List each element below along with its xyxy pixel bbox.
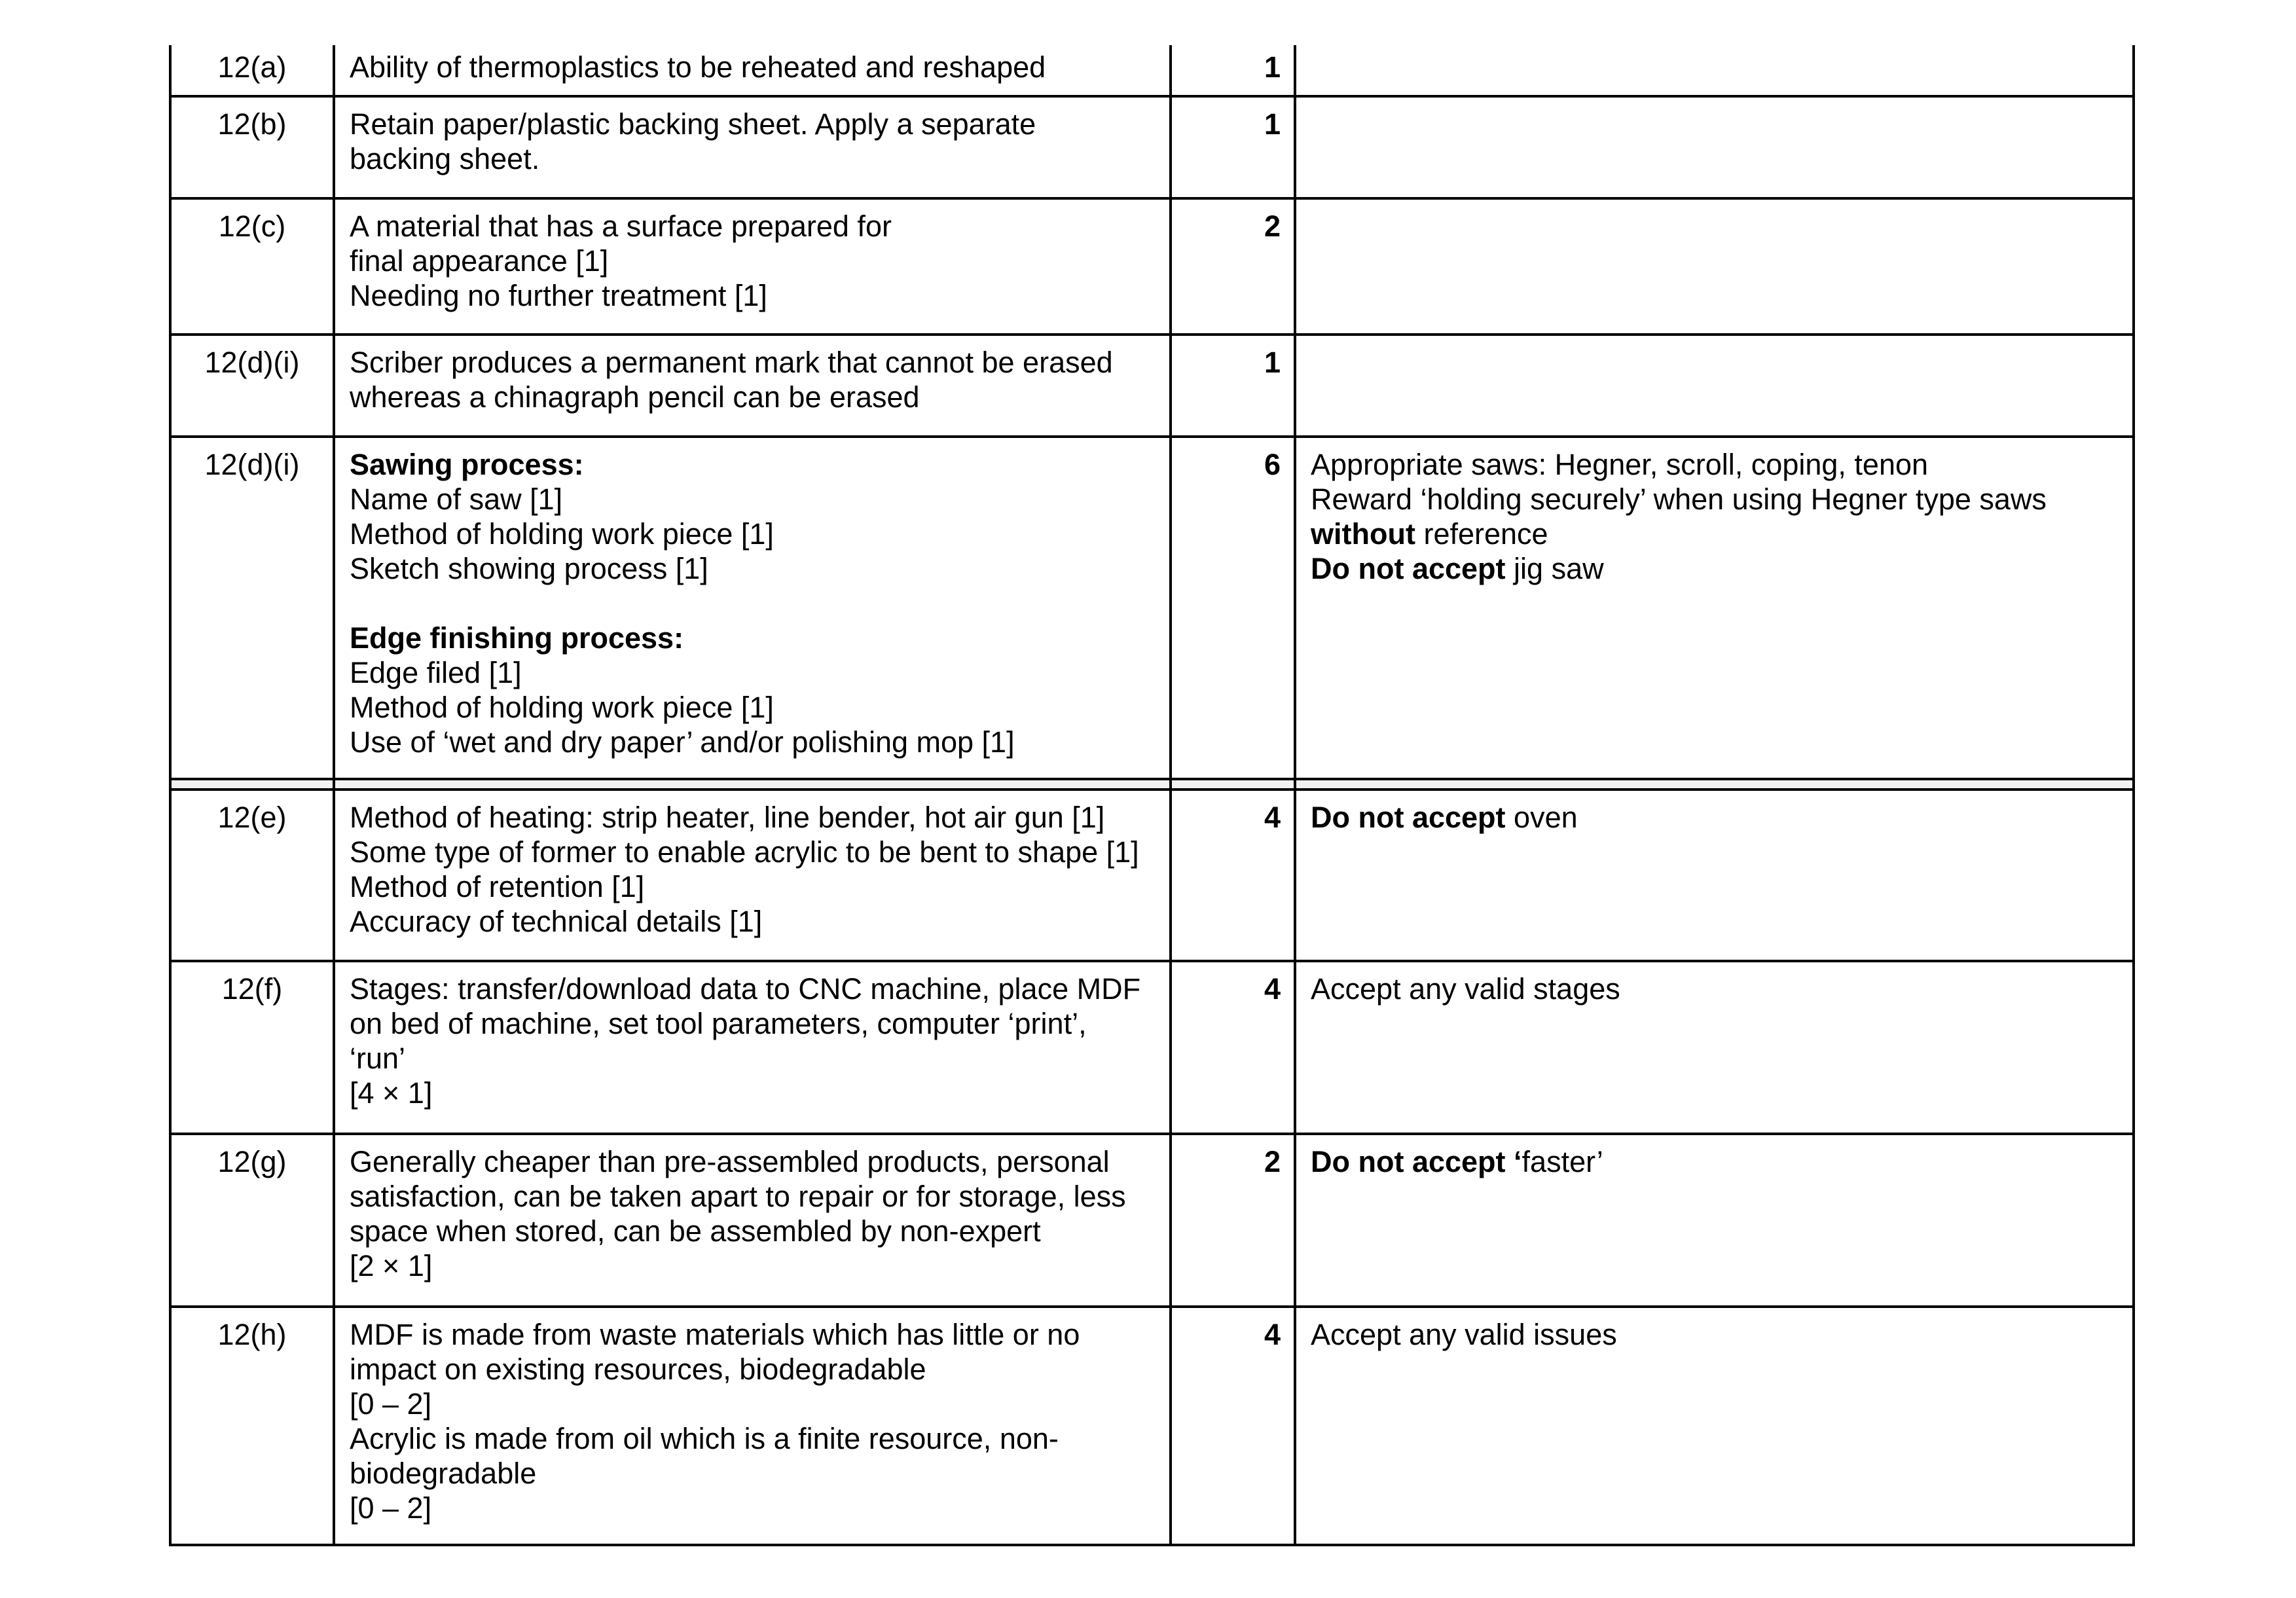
guidance-line: Reward ‘holding securely’ when using Hegner type saws [1311,482,2047,516]
guidance-cell [1295,790,2134,961]
guidance-text: oven [1505,801,1578,834]
guidance-line [1311,551,2119,586]
answer-cell [334,1134,1171,1307]
guidance-line: Appropriate saws: Hegner, scroll, coping, tenon [1311,448,1929,481]
answer-line: Needing no further treatment [1] [350,279,767,312]
marks-cell: 1 [1171,96,1295,198]
answer-line: Retain paper/plastic backing sheet. Apply a separate [350,107,1036,141]
spacer-cell [1171,779,1295,790]
answer-line: ‘run’ [350,1042,406,1075]
guidance-text: jig saw [1505,552,1604,585]
answer-line: Ability of thermoplastics to be reheated and reshaped [350,50,1046,84]
question-number: 12(d)(i) [170,335,334,437]
question-number: 12(d)(i) [170,437,334,779]
marks-cell: 4 [1171,961,1295,1134]
marks-cell: 4 [1171,1307,1295,1545]
guidance-cell [1295,335,2134,437]
answer-cell [334,335,1171,437]
answer-heading: Edge finishing process: [350,621,684,655]
answer-line: [2 × 1] [350,1249,433,1282]
spacer-cell [170,779,334,790]
answer-line: Some type of former to enable acrylic to be bent to shape [1] [350,835,1139,869]
answer-cell [334,96,1171,198]
guidance-emphasis: Do not accept ‘ [1311,1145,1522,1178]
answer-line: Method of retention [1] [350,870,645,903]
answer-line: biodegradable [350,1457,537,1490]
answer-line: space when stored, can be assembled by non-expert [350,1214,1041,1248]
guidance-emphasis: without [1311,517,1415,551]
spacer-cell [1295,779,2134,790]
marks-cell: 4 [1171,790,1295,961]
answer-heading: Sawing process: [350,448,584,481]
answer-cell [334,1307,1171,1545]
answer-line: final appearance [1] [350,244,609,278]
answer-cell [334,790,1171,961]
marks-cell: 1 [1171,335,1295,437]
answer-line: Accuracy of technical details [1] [350,905,763,938]
answer-line: Edge filed [1] [350,656,522,689]
answer-cell [334,437,1171,779]
answer-line: Sketch showing process [1] [350,552,708,585]
guidance-cell [1295,961,2134,1134]
question-number: 12(f) [170,961,334,1134]
question-number: 12(a) [170,45,334,96]
guidance-emphasis: Do not accept [1311,552,1506,585]
mark-scheme-table [169,45,2135,1546]
table-row [170,45,2134,96]
table-row [170,437,2134,779]
answer-line: Scriber produces a permanent mark that cannot be erased [350,346,1113,379]
guidance-cell [1295,437,2134,779]
marks-cell: 2 [1171,1134,1295,1307]
answer-line: Use of ‘wet and dry paper’ and/or polishing mop [1] [350,725,1015,759]
table-row [170,1134,2134,1307]
guidance-emphasis: Do not accept [1311,801,1506,834]
marks-cell: 1 [1171,45,1295,96]
table-row [170,961,2134,1134]
answer-cell [334,198,1171,335]
marks-cell: 2 [1171,198,1295,335]
answer-line: Name of saw [1] [350,482,563,516]
guidance-cell [1295,198,2134,335]
table-row [170,198,2134,335]
guidance-text: faster’ [1522,1145,1603,1178]
answer-line: on bed of machine, set tool parameters, computer ‘print’, [350,1007,1087,1040]
question-number: 12(b) [170,96,334,198]
table-row [170,1307,2134,1545]
guidance-cell [1295,96,2134,198]
marks-cell: 6 [1171,437,1295,779]
guidance-line: Accept any valid stages [1311,972,1620,1006]
table-row [170,335,2134,437]
blank-line [350,586,1156,621]
answer-cell [334,45,1171,96]
guidance-cell [1295,1134,2134,1307]
answer-line: whereas a chinagraph pencil can be erased [350,380,920,414]
table-spacer-row [170,779,2134,790]
guidance-cell [1295,1307,2134,1545]
question-number: 12(h) [170,1307,334,1545]
guidance-cell [1295,45,2134,96]
answer-line: impact on existing resources, biodegradable [350,1353,926,1386]
table-row [170,96,2134,198]
answer-cell [334,961,1171,1134]
answer-line: MDF is made from waste materials which has little or no [350,1318,1080,1351]
guidance-line [1311,800,2119,835]
answer-line: backing sheet. [350,142,540,175]
spacer-cell [334,779,1171,790]
guidance-line: Accept any valid issues [1311,1318,1617,1351]
answer-line: A material that has a surface prepared for [350,209,892,243]
answer-line: Stages: transfer/download data to CNC machine, place MDF [350,972,1141,1006]
question-number: 12(c) [170,198,334,335]
guidance-line [1311,1144,2119,1179]
table-row [170,790,2134,961]
question-number: 12(e) [170,790,334,961]
question-number: 12(g) [170,1134,334,1307]
answer-line: satisfaction, can be taken apart to repair or for storage, less [350,1180,1126,1213]
answer-line: [0 – 2] [350,1387,432,1421]
answer-line: Generally cheaper than pre-assembled products, personal [350,1145,1110,1178]
answer-line: Acrylic is made from oil which is a finite resource, non- [350,1422,1059,1455]
guidance-text: reference [1415,517,1548,551]
answer-line: [0 – 2] [350,1491,432,1525]
answer-line: Method of holding work piece [1] [350,517,774,551]
answer-line: Method of heating: strip heater, line bender, hot air gun [1] [350,801,1105,834]
answer-line: [4 × 1] [350,1076,433,1110]
guidance-line [1311,517,2119,551]
answer-line: Method of holding work piece [1] [350,691,774,724]
